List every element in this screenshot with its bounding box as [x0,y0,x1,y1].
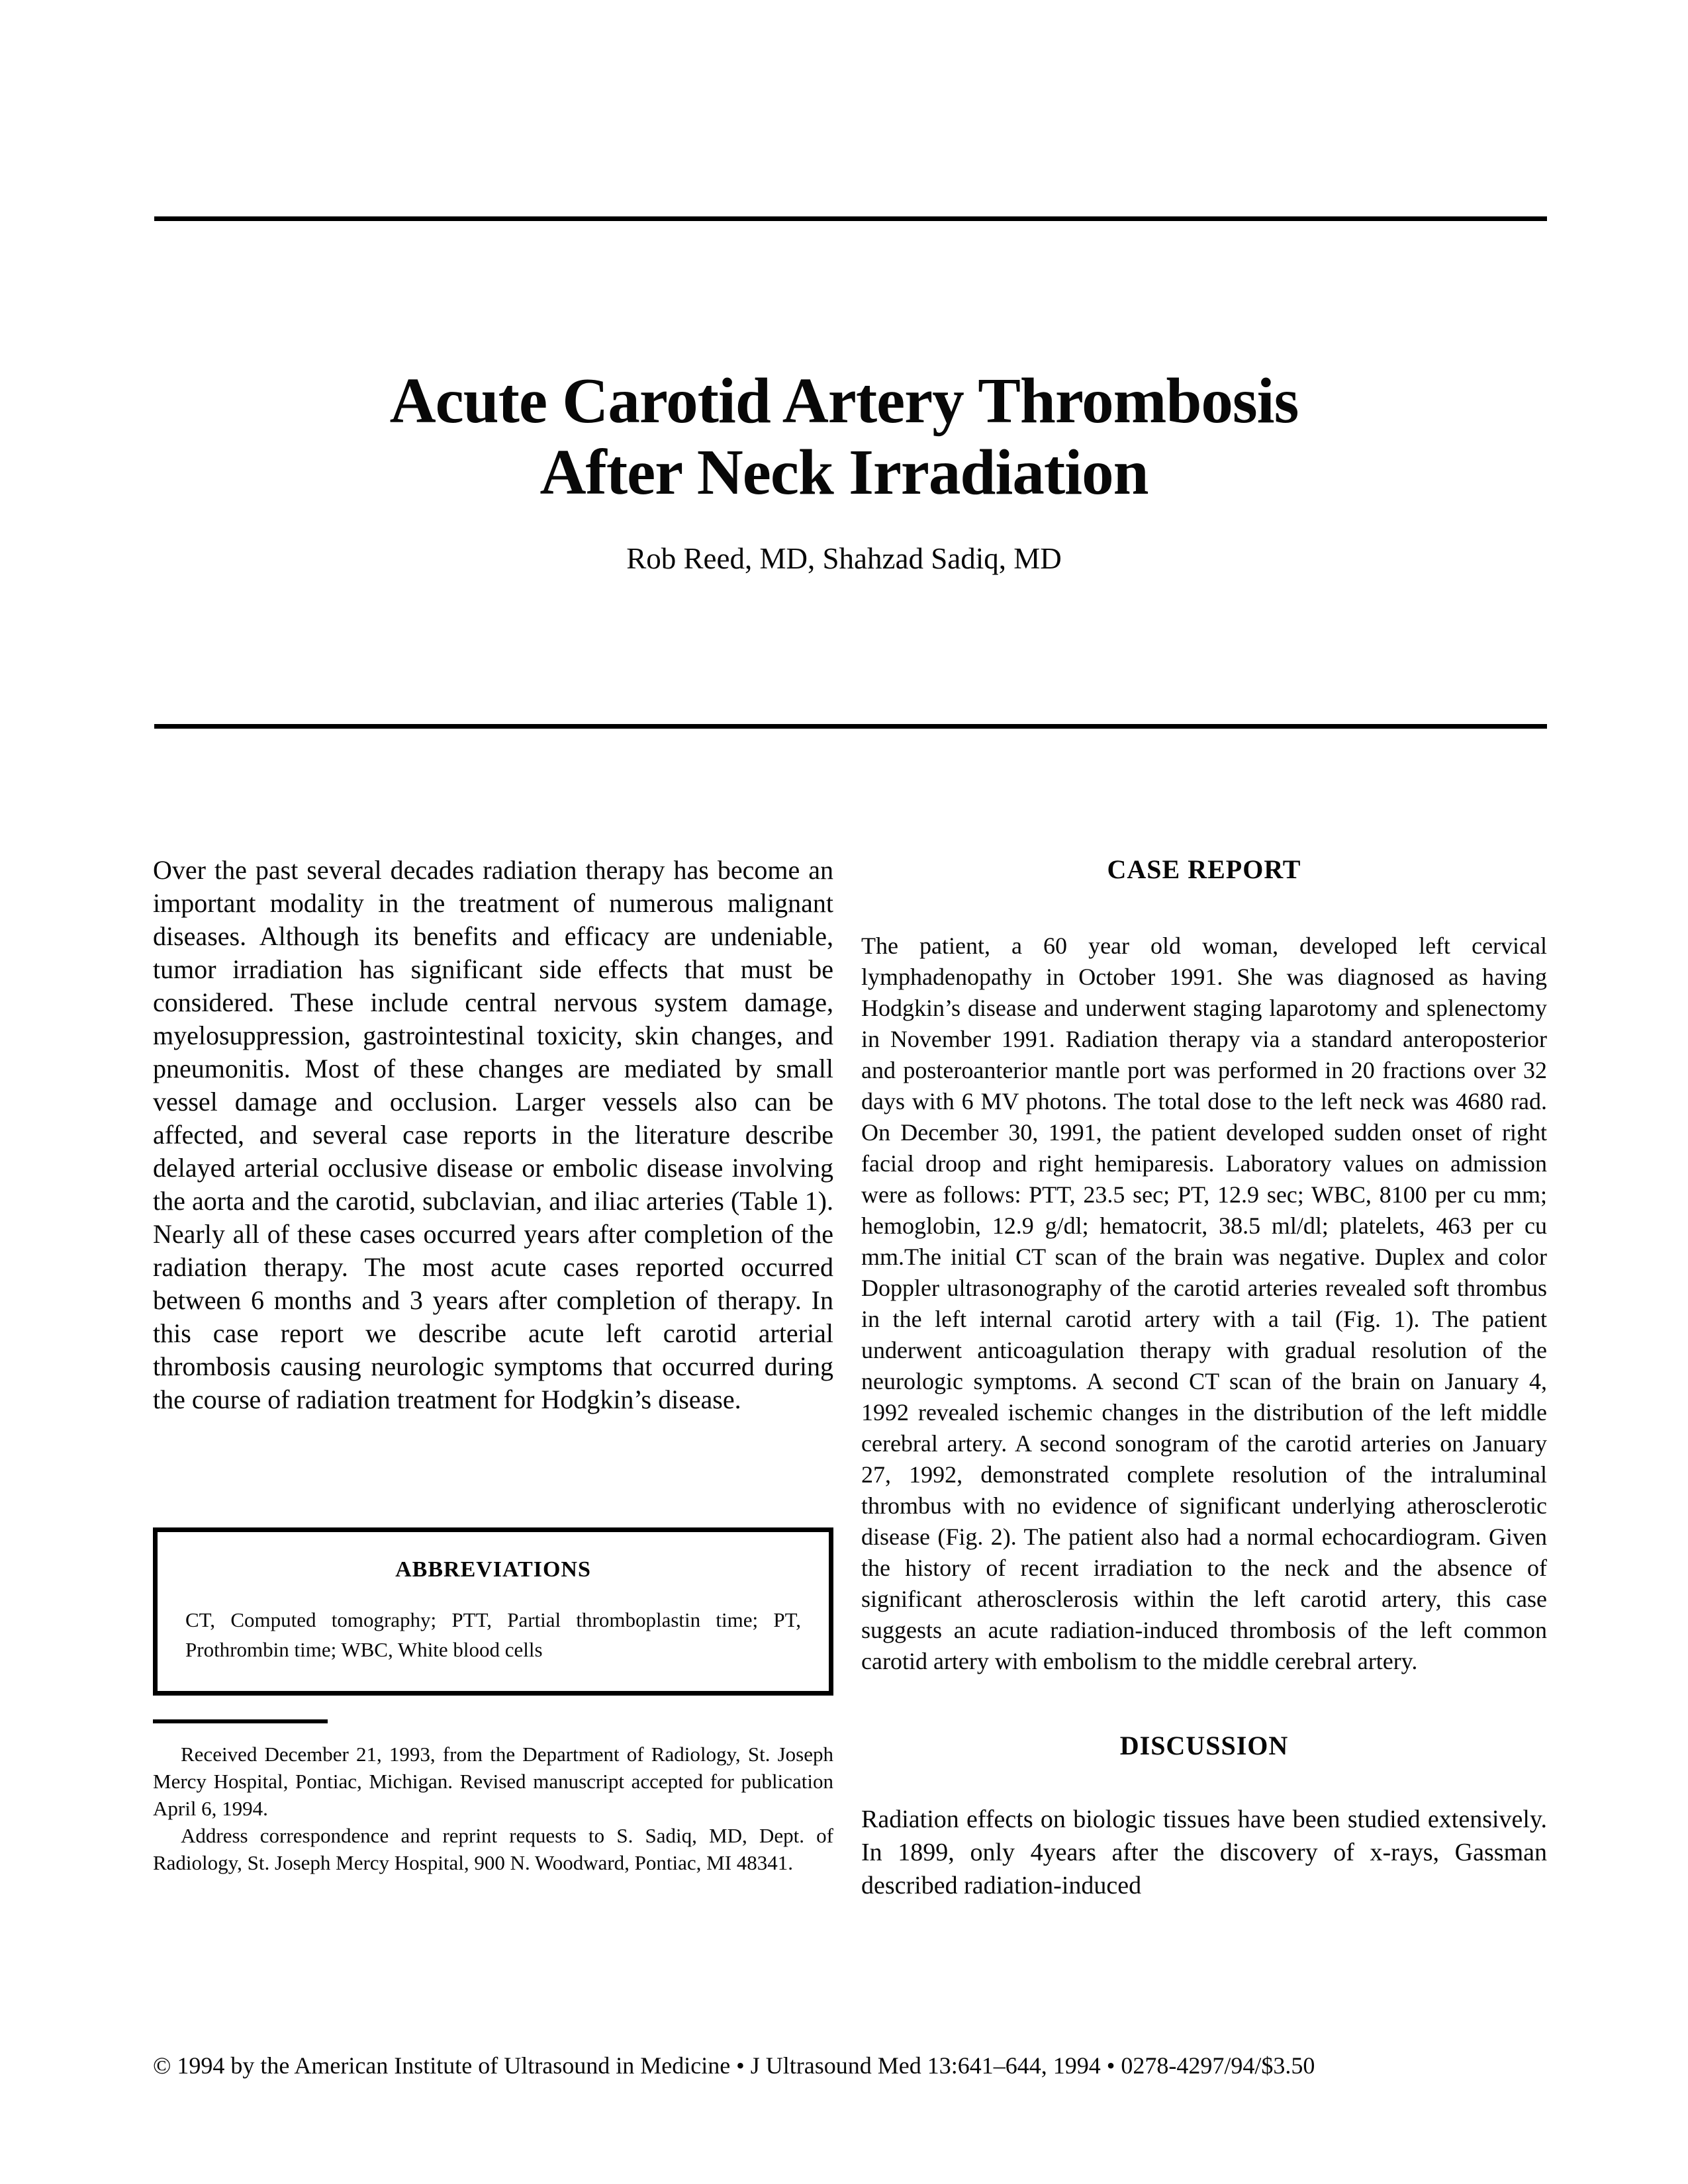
article-authors: Rob Reed, MD, Shahzad Sadiq, MD [626,542,1062,575]
top-divider-rule [154,216,1547,221]
intro-paragraph: Over the past several decades radiation therapy has become an important modality in the treatment of numerous malignant diseases. Although its benefits and efficacy are undeniable, tumor irradiation has significant side effects that must be considered. These include central nervous system damage, myelosuppression, gastrointestinal toxicity, skin changes, and pneumonitis. Most of these changes are mediated by small vessel damage and occlusion. Larger vessels also can be affected, and several case reports in the literature describe delayed arterial occlusive disease or embolic disease involving the aorta and the carotid, subclavian, and iliac arteries (Table 1). Nearly all of these cases occurred years after completion of the radiation therapy. The most acute cases reported occurred between 6 months and 3 years after completion of therapy. In this case report we describe acute left carotid arterial thrombosis causing neurologic symptoms that occurred during the course of radiation treatment for Hodgkin’s disease. [153,855,833,1414]
article-header [0,365,1688,576]
footnote-correspondence: Address correspondence and reprint requests to S. Sadiq, MD, Dept. of Radiology, St. Joseph Mercy Hospital, 900 N. Woodward, Pontiac, MI 48341. [153,1824,833,1874]
header-divider-rule [154,724,1547,729]
footnote-received: Received December 21, 1993, from the Department of Radiology, St. Joseph Mercy Hospital, Pontiac, Michigan. Revised manuscript accepted for publication April 6, 1994. [153,1743,833,1820]
article-title-line-2: After Neck Irradiation [539,437,1149,508]
case-report-paragraph: The patient, a 60 year old woman, developed left cervical lymphadenopathy in October 1991. She was diagnosed as having Hodgkin’s disease and underwent staging laparotomy and splenectomy in November 1991. Radiation therapy via a standard anteroposterior and posteroanterior mantle port was performed in 20 fractions over 32 days with 6 MV photons. The total dose to the left neck was 4680 rad. On December 30, 1991, the patient developed sudden onset of right facial droop and right hemiparesis. Laboratory values on admission were as follows: PTT, 23.5 sec; PT, 12.9 sec; WBC, 8100 per cu mm; hemoglobin, 12.9 g/dl; hematocrit, 38.5 ml/dl; platelets, 463 per cu mm.The initial CT scan of the brain was negative. Duplex and color Doppler ultrasonography of the carotid arteries revealed soft thrombus in the left internal carotid artery with a tail (Fig. 1). The patient underwent anticoagulation therapy with gradual resolution of the neurologic symptoms. A second CT scan of the brain on January 4, 1992 revealed ischemic changes in the distribution of the left middle cerebral artery. A second sonogram of the carotid arteries on January 27, 1992, demonstrated complete resolution of the intraluminal thrombus with no evidence of significant underlying atherosclerotic disease (Fig. 2). The patient also had a normal echocardiogram. Given the history of recent irradiation to the neck and the absence of significant atherosclerosis within the left carotid artery, this case suggests an acute radiation-induced thrombosis of the left common carotid artery with embolism to the middle cerebral artery. [861,933,1547,1674]
footnote-block [153,1741,833,1876]
case-report-heading: CASE REPORT [1107,854,1301,884]
abbreviations-box [153,1527,833,1696]
right-column [861,854,1547,1902]
discussion-heading: DISCUSSION [1119,1731,1289,1760]
journal-copyright-footer: © 1994 by the American Institute of Ultrasound in Medicine • J Ultrasound Med 13:641–644, 1994 • 0278-4297/94/$3.50 [153,2052,1315,2079]
article-title [0,365,1688,508]
discussion-paragraph: Radiation effects on biologic tissues have been studied extensively. In 1899, only 4years after the discovery of x-rays, Gassman described radiation-induced [861,1805,1547,1899]
article-title-line-1: Acute Carotid Artery Thrombosis [389,365,1299,436]
left-column [153,854,833,1876]
abbreviations-text: CT, Computed tomography; PTT, Partial thromboplastin time; PT, Prothrombin time; WBC, White blood cells [185,1608,801,1661]
abbreviations-heading: ABBREVIATIONS [395,1557,591,1582]
footnote-divider-rule [153,1719,328,1723]
